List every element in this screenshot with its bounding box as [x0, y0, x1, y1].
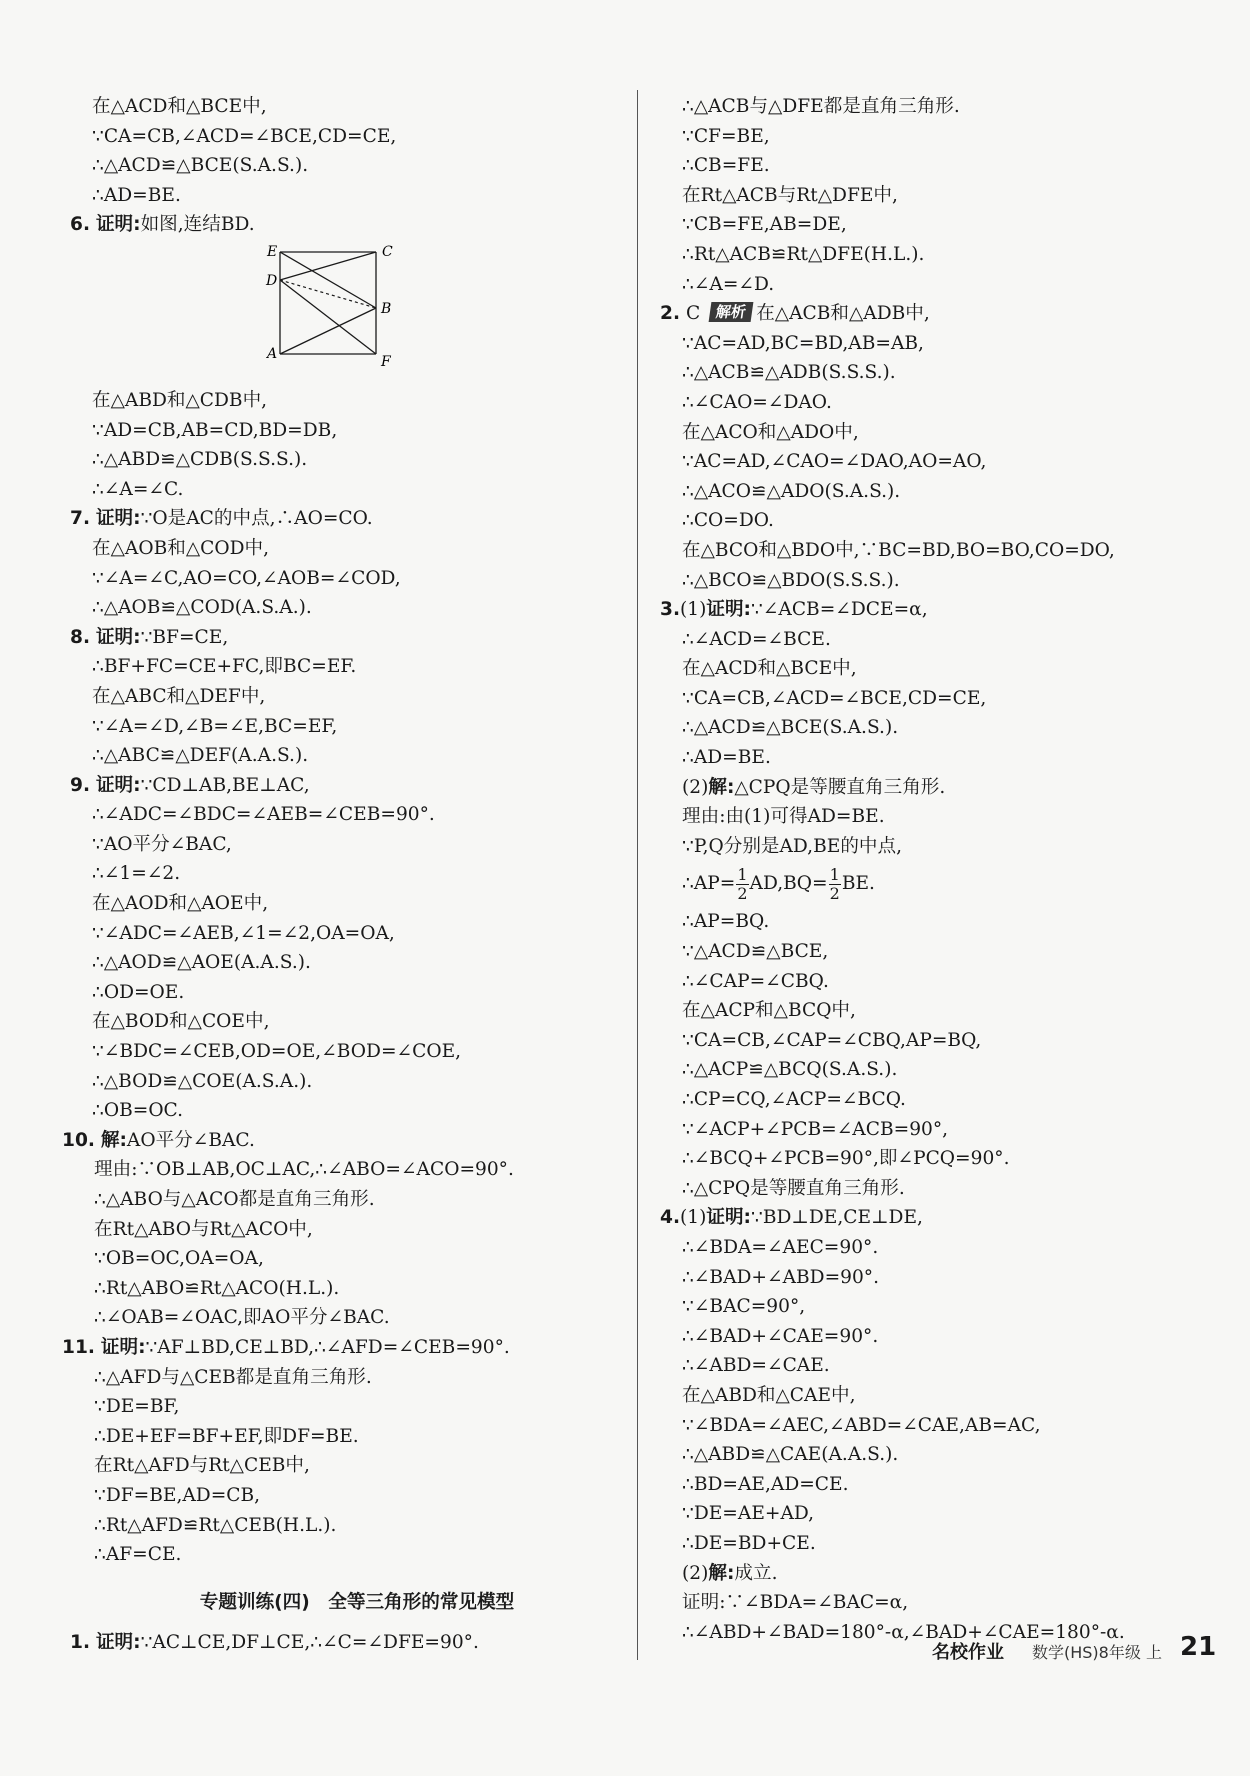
question-number: 11.: [62, 1336, 95, 1358]
question-11-lines: [92, 1363, 622, 1570]
text-line: ∴∠ACD=∠BCE.: [682, 628, 831, 650]
question-number: 4.: [660, 1207, 681, 1229]
question-number: 2.: [660, 303, 681, 325]
text-line: ∴∠BAD+∠CAE=90°.: [682, 1325, 879, 1347]
question-number: 6.: [70, 214, 91, 236]
text-line: ∴AF=CE.: [94, 1544, 182, 1566]
question-2-lines: [660, 329, 1200, 595]
vertex-label-b: B: [381, 300, 392, 317]
text-line: ∵△ACD≌△BCE,: [682, 941, 829, 963]
text-line: ∵CB=FE,AB=DE,: [682, 214, 847, 236]
fraction-denominator: 2: [737, 883, 748, 903]
text-line: ∴△ACO≌△ADO(S.A.S.).: [682, 480, 901, 502]
question-3-lines: [660, 625, 1200, 773]
question-text: ∵O是AC的中点,∴AO=CO.: [140, 508, 373, 530]
question-text: 如图,连结BD.: [140, 214, 255, 236]
text-line: ∴BF+FC=CE+FC,即BC=EF.: [92, 656, 357, 678]
text-line: ∴∠BCQ+∠PCB=90°,即∠PCQ=90°.: [682, 1148, 1010, 1170]
section-heading: [92, 1588, 622, 1618]
text-line: ∴△ACP≌△BCQ(S.A.S.).: [682, 1059, 898, 1081]
question-part: (1): [680, 1207, 707, 1229]
section-heading-part1: 专题训练(四): [199, 1591, 310, 1613]
question-text: ∵AF⊥BD,CE⊥BD,∴∠AFD=∠CEB=90°.: [145, 1336, 510, 1358]
text-line: ∵DE=BF,: [94, 1396, 180, 1418]
text-line: ∴△ACB≌△ADB(S.S.S.).: [682, 362, 896, 384]
question-4-header: [660, 1203, 1200, 1233]
text-line: ∴Rt△ABO≌Rt△ACO(H.L.).: [94, 1277, 340, 1299]
text-line: ∴∠ADC=∠BDC=∠AEB=∠CEB=90°.: [92, 804, 435, 826]
text-line: ∴Rt△ACB≌Rt△DFE(H.L.).: [682, 243, 925, 265]
vertex-label-f: F: [381, 353, 391, 370]
text-line: 在△AOD和△AOE中,: [92, 893, 269, 915]
fraction-one-half: [736, 866, 748, 903]
fraction-suffix: BE.: [841, 873, 875, 895]
text-line: ∴BD=AE,AD=CE.: [682, 1473, 849, 1495]
text-line: ∴△AOB≌△COD(A.S.A.).: [92, 597, 312, 619]
text-line: ∵DF=BE,AD=CB,: [94, 1484, 261, 1506]
vertex-label-e: E: [267, 243, 278, 260]
proof-label: 证明:: [95, 1631, 141, 1653]
solution-label: 解:: [708, 1562, 735, 1584]
text-line: ∴∠BAD+∠ABD=90°.: [682, 1266, 880, 1288]
text-line: ∴∠CAP=∠CBQ.: [682, 970, 829, 992]
proof-label: 证明:: [95, 626, 141, 648]
proof-label: 证明:: [95, 774, 141, 796]
question-9-header: [70, 771, 622, 801]
question-10-lines: [92, 1155, 622, 1333]
answer-choice: C: [685, 303, 701, 325]
text-line: 理由:∵OB⊥AB,OC⊥AC,∴∠ABO=∠ACO=90°.: [94, 1159, 514, 1181]
page-footer: [0, 1632, 1250, 1672]
text-line: ∵DE=AE+AD,: [682, 1503, 815, 1525]
question-3-header: [660, 595, 1200, 625]
page-number: 21: [1180, 1632, 1217, 1662]
proof-label: 证明:: [706, 1207, 751, 1229]
text-line: ∴AD=BE.: [92, 184, 181, 206]
footer-subject: 数学(HS)8年级 上: [1032, 1643, 1162, 1662]
text-line: ∴△ABD≌△CDB(S.S.S.).: [92, 449, 308, 471]
text-line: ∴∠OAB=∠OAC,即AO平分∠BAC.: [94, 1307, 390, 1329]
question-number: 8.: [70, 626, 91, 648]
text-line: ∵∠BAC=90°,: [682, 1296, 806, 1318]
solution-label: 解:: [708, 776, 735, 798]
text-line: ∵∠A=∠D,∠B=∠E,BC=EF,: [92, 715, 338, 737]
question-4-lines: [660, 1233, 1200, 1559]
text-line: ∴△AFD与△CEB都是直角三角形.: [94, 1366, 372, 1388]
question-7-header: [70, 504, 622, 534]
analysis-badge: 解析: [709, 302, 754, 322]
proof-label: 证明:: [95, 214, 141, 236]
question-number: 9.: [70, 774, 91, 796]
text-line: ∴△CPQ是等腰直角三角形.: [682, 1177, 905, 1199]
text-line: 在Rt△ACB与Rt△DFE中,: [682, 184, 898, 206]
text-line: ∵∠A=∠C,AO=CO,∠AOB=∠COD,: [92, 567, 401, 589]
proof-label: 证明:: [95, 508, 141, 530]
column-divider: [637, 90, 638, 1660]
vertex-label-d: D: [266, 272, 278, 289]
right-block1: [660, 92, 1200, 299]
question-7-lines: [92, 534, 622, 623]
question-10-header: [62, 1126, 622, 1156]
text-line: ∵CA=CB,∠CAP=∠CBQ,AP=BQ,: [682, 1029, 982, 1051]
fraction-numerator: 1: [829, 864, 840, 884]
solution-label: 解:: [100, 1129, 127, 1151]
text-line: ∴CO=DO.: [682, 510, 774, 532]
question-number: 7.: [70, 508, 91, 530]
text-line: ∴△BOD≌△COE(A.S.A.).: [92, 1070, 313, 1092]
question-2-header: [660, 299, 1200, 329]
question-3-lines2: [660, 907, 1200, 1203]
question-11-header: [62, 1333, 622, 1363]
question-text: 在△ACB和△ADB中,: [756, 303, 930, 325]
geometry-figure: [92, 242, 622, 382]
section-heading-part2: 全等三角形的常见模型: [328, 1591, 515, 1613]
fraction-prefix: ∴AP=: [682, 873, 736, 895]
text-line: ∵AO平分∠BAC,: [92, 833, 232, 855]
segment-eb: [280, 252, 376, 308]
text-line: ∵∠BDC=∠CEB,OD=OE,∠BOD=∠COE,: [92, 1041, 462, 1063]
right-column: [660, 92, 1200, 1647]
fraction-one-half: [829, 866, 841, 903]
text-line: ∵CA=CB,∠ACD=∠BCE,CD=CE,: [682, 687, 987, 709]
proof-label: 证明:: [706, 599, 751, 621]
text-line: ∴OD=OE.: [92, 981, 185, 1003]
text-line: 在Rt△ABO与Rt△ACO中,: [94, 1218, 313, 1240]
text-line: ∴CB=FE.: [682, 155, 770, 177]
text-line: ∴AP=BQ.: [682, 911, 770, 933]
question-part: (1): [680, 599, 707, 621]
text-line: ∴△ACB与△DFE都是直角三角形.: [682, 96, 960, 117]
footer-brand: 名校作业: [932, 1642, 1004, 1663]
text-line: 在△BOD和△COE中,: [92, 1011, 270, 1033]
fraction-mid: AD,BQ=: [749, 873, 828, 895]
question-number: 1.: [70, 1631, 91, 1653]
question-number: 3.: [660, 599, 681, 621]
text-line: ∴△BCO≌△BDO(S.S.S.).: [682, 569, 900, 591]
text-line: ∴DE+EF=BF+EF,即DF=BE.: [94, 1425, 359, 1447]
text-line: ∴△ABC≌△DEF(A.A.S.).: [92, 745, 309, 767]
question-text: ∵BD⊥DE,CE⊥DE,: [750, 1207, 923, 1229]
text-line: ∴AD=BE.: [682, 747, 771, 769]
question-part: (2): [682, 1562, 709, 1584]
text-line: 在△ACO和△ADO中,: [682, 421, 859, 443]
text-line: 在△BCO和△BDO中,∵BC=BD,BO=BO,CO=DO,: [682, 539, 1115, 561]
question-8-header: [70, 623, 622, 653]
text-line: 在Rt△AFD与Rt△CEB中,: [94, 1455, 310, 1477]
text-line: ∵∠ACP+∠PCB=∠ACB=90°,: [682, 1118, 949, 1140]
question-3-part2-header: [660, 773, 1200, 803]
text-line: ∵AC=AD,BC=BD,AB=AB,: [682, 332, 924, 354]
text-line: ∵AD=CB,AB=CD,BD=DB,: [92, 419, 338, 441]
vertex-label-c: C: [382, 243, 393, 260]
fraction-line: [682, 861, 1200, 907]
question-text: AO平分∠BAC.: [126, 1129, 255, 1151]
text-line: ∵CF=BE,: [682, 125, 770, 147]
fraction-numerator: 1: [737, 864, 748, 884]
segment-df: [280, 280, 376, 354]
text-line: ∵OB=OC,OA=OA,: [94, 1248, 264, 1270]
text-line: ∴∠A=∠C.: [92, 478, 184, 500]
segment-db-dashed: [280, 280, 376, 308]
text-line: ∵P,Q分别是AD,BE的中点,: [682, 835, 903, 857]
question-number: 10.: [62, 1129, 95, 1151]
left-column: [62, 92, 622, 1657]
text-line: 在△ACD和△BCE中,: [92, 96, 267, 117]
text-line: ∴△ACD≌△BCE(S.A.S.).: [92, 155, 309, 177]
question-text: ∵AC⊥CE,DF⊥CE,∴∠C=∠DFE=90°.: [140, 1631, 479, 1653]
segment-dc: [280, 252, 376, 280]
text-line: ∴∠ABD+∠BAD=180°-α,∠BAD+∠CAE=180°-α.: [682, 1621, 1125, 1643]
question-text: 成立.: [734, 1562, 778, 1584]
question-6-header: [70, 210, 622, 240]
text-line: ∵AC=AD,∠CAO=∠DAO,AO=AO,: [682, 451, 987, 473]
left-block1: [92, 92, 622, 210]
text-line: ∵∠ADC=∠AEB,∠1=∠2,OA=OA,: [92, 922, 395, 944]
question-text: ∵BF=CE,: [140, 626, 229, 648]
question-part: (2): [682, 776, 709, 798]
text-line: 在△ABD和△CAE中,: [682, 1384, 856, 1406]
proof-label: 证明:: [100, 1336, 146, 1358]
text-line: 在△AOB和△COD中,: [92, 537, 270, 559]
text-line: ∴CP=CQ,∠ACP=∠BCQ.: [682, 1089, 906, 1110]
text-line: 理由:由(1)可得AD=BE.: [682, 806, 885, 828]
text-line: ∴∠BDA=∠AEC=90°.: [682, 1236, 879, 1258]
text-line: ∴△ABO与△ACO都是直角三角形.: [94, 1189, 375, 1210]
text-line: 在△ACD和△BCE中,: [682, 658, 857, 680]
fraction-denominator: 2: [829, 883, 840, 903]
text-line: ∴DE=BD+CE.: [682, 1532, 816, 1554]
text-line: 证明:∵∠BDA=∠BAC=α,: [682, 1592, 909, 1614]
question-3-reason: [660, 802, 1200, 907]
text-line: 在△ACP和△BCQ中,: [682, 1000, 856, 1022]
question-6-lines: [92, 386, 622, 504]
text-line: ∴∠CAO=∠DAO.: [682, 391, 832, 413]
text-line: ∴Rt△AFD≌Rt△CEB(H.L.).: [94, 1514, 337, 1536]
text-line: ∴△ABD≌△CAE(A.A.S.).: [682, 1444, 899, 1466]
text-line: ∴∠ABD=∠CAE.: [682, 1355, 830, 1377]
figure-svg: [262, 242, 412, 370]
question-8-lines: [92, 652, 622, 770]
text-line: ∴△AOD≌△AOE(A.A.S.).: [92, 952, 311, 974]
question-9-lines: [92, 800, 622, 1126]
text-line: 在△ABC和△DEF中,: [92, 685, 266, 707]
text-line: ∴∠A=∠D.: [682, 273, 775, 295]
question-4-part2-header: [660, 1559, 1200, 1589]
question-text: △CPQ是等腰直角三角形.: [734, 776, 946, 798]
text-line: ∴OB=OC.: [92, 1100, 184, 1122]
question-text: ∵CD⊥AB,BE⊥AC,: [140, 774, 310, 796]
text-line: ∵CA=CB,∠ACD=∠BCE,CD=CE,: [92, 125, 397, 147]
text-line: 在△ABD和△CDB中,: [92, 389, 268, 411]
text-line: ∴∠1=∠2.: [92, 863, 181, 885]
question-text: ∵∠ACB=∠DCE=α,: [750, 599, 928, 621]
text-line: ∴△ACD≌△BCE(S.A.S.).: [682, 717, 899, 739]
text-line: ∵∠BDA=∠AEC,∠ABD=∠CAE,AB=AC,: [682, 1414, 1041, 1436]
segment-ab: [280, 308, 376, 354]
vertex-label-a: A: [267, 345, 278, 362]
